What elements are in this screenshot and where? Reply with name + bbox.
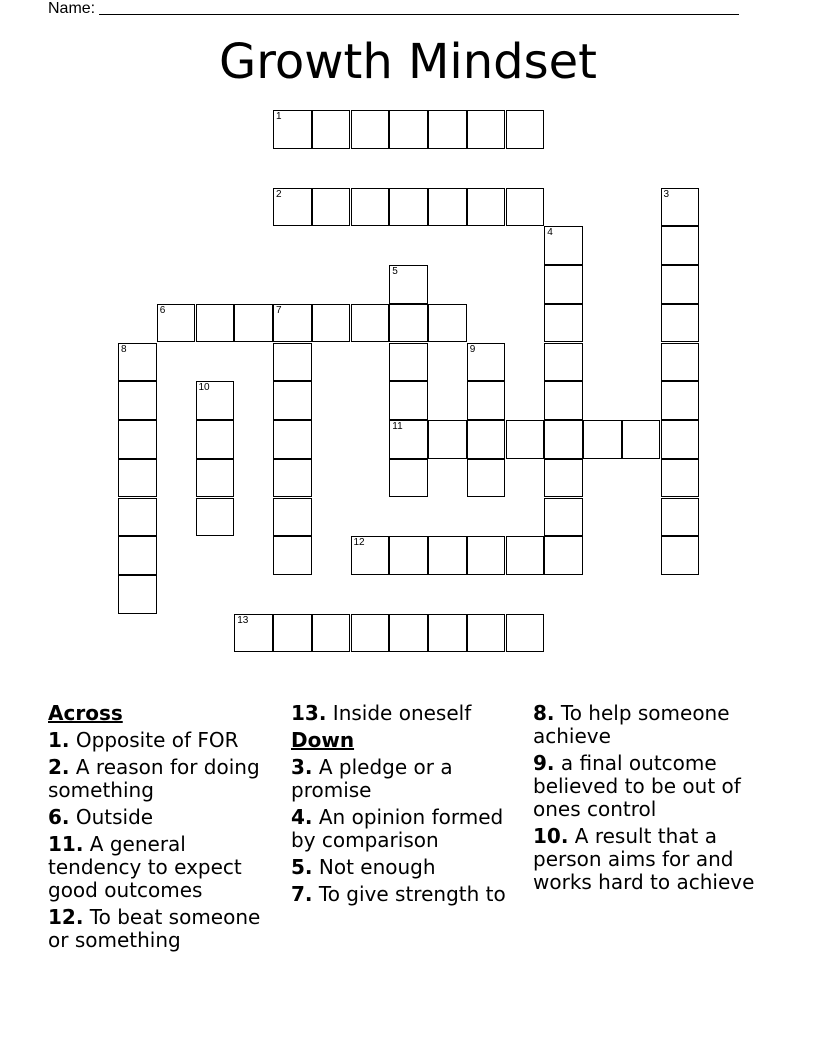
grid-cell[interactable]: [467, 459, 506, 498]
grid-cell[interactable]: [389, 420, 428, 459]
grid-cell[interactable]: [312, 110, 351, 149]
across-heading: Across: [48, 701, 123, 725]
grid-cell[interactable]: [118, 420, 157, 459]
grid-cell[interactable]: [622, 420, 661, 459]
clue-across-12: 12. To beat someone or something: [48, 905, 261, 952]
grid-cell[interactable]: [312, 188, 351, 227]
grid-cell[interactable]: [428, 614, 467, 653]
down-heading: Down: [291, 728, 355, 752]
grid-cell[interactable]: [661, 420, 700, 459]
clue-down-3: 3. A pledge or a promise: [291, 755, 453, 802]
grid-cell[interactable]: [428, 304, 467, 343]
clue-across-6: 6. Outside: [48, 805, 154, 829]
grid-cell[interactable]: [428, 110, 467, 149]
grid-cell[interactable]: [389, 304, 428, 343]
grid-cell[interactable]: [273, 110, 312, 149]
grid-cell[interactable]: [196, 420, 235, 459]
grid-cell[interactable]: [118, 459, 157, 498]
grid-cell[interactable]: [118, 498, 157, 537]
clue-down-5: 5. Not enough: [291, 855, 436, 879]
clue-number-label: 7: [276, 304, 282, 316]
clue-number-label: 8: [121, 343, 127, 355]
grid-cell[interactable]: [389, 110, 428, 149]
grid-cell[interactable]: [544, 343, 583, 382]
grid-cell[interactable]: [389, 343, 428, 382]
grid-cell[interactable]: [583, 420, 622, 459]
grid-cell[interactable]: [661, 226, 700, 265]
grid-cell[interactable]: [467, 381, 506, 420]
grid-cell[interactable]: [273, 498, 312, 537]
clues-section: [48, 702, 788, 1042]
grid-cell[interactable]: [389, 614, 428, 653]
grid-cell[interactable]: [544, 536, 583, 575]
clue-down-10: 10. A result that a person aims for and works hard to achieve: [533, 824, 755, 894]
grid-cell[interactable]: [544, 304, 583, 343]
grid-cell[interactable]: [273, 420, 312, 459]
grid-cell[interactable]: [544, 420, 583, 459]
clue-number-label: 3: [663, 188, 670, 200]
grid-cell[interactable]: [118, 343, 157, 382]
clue-across-2: 2. A reason for doing something: [48, 755, 260, 802]
grid-cell[interactable]: [506, 420, 545, 459]
clue-number-label: 13: [237, 614, 249, 626]
grid-cell[interactable]: [544, 498, 583, 537]
grid-cell[interactable]: [661, 459, 700, 498]
grid-cell[interactable]: [118, 536, 157, 575]
grid-cell[interactable]: [661, 343, 700, 382]
grid-cell[interactable]: [196, 381, 235, 420]
grid-cell[interactable]: [661, 188, 700, 227]
clues-column-3: [533, 702, 769, 898]
grid-cell[interactable]: [428, 536, 467, 575]
grid-cell[interactable]: [661, 498, 700, 537]
grid-cell[interactable]: [351, 110, 390, 149]
grid-cell[interactable]: [389, 381, 428, 420]
grid-cell[interactable]: [389, 188, 428, 227]
clue-number-label: 11: [392, 421, 403, 432]
puzzle-title: Growth Mindset: [219, 34, 597, 90]
clue-number-label: 10: [198, 382, 210, 394]
clue-number-label: 6: [159, 304, 166, 316]
clue-number-label: 1: [276, 111, 282, 122]
grid-cell[interactable]: [389, 459, 428, 498]
grid-cell[interactable]: [661, 381, 700, 420]
name-label: Name:: [48, 0, 96, 17]
clue-number-label: 12: [353, 537, 365, 549]
clue-across-1: 1. Opposite of FOR: [48, 728, 239, 752]
grid-cell[interactable]: [506, 614, 545, 653]
grid-cell[interactable]: [544, 381, 583, 420]
grid-cell[interactable]: [389, 265, 428, 304]
clue-number-label: 9: [469, 343, 476, 355]
grid-cell[interactable]: [467, 343, 506, 382]
grid-cell[interactable]: [196, 304, 235, 343]
clues-column-1: [48, 702, 284, 956]
clue-down-4: 4. An opinion formed by comparison: [291, 805, 504, 852]
grid-cell[interactable]: [234, 304, 273, 343]
clue-number-label: 4: [547, 227, 553, 239]
clue-down-7: 7. To give strength to: [291, 882, 506, 906]
grid-cell[interactable]: [351, 536, 390, 575]
grid-cell[interactable]: [544, 459, 583, 498]
grid-cell[interactable]: [661, 536, 700, 575]
clue-down-9: 9. a final outcome believed to be out of ones control: [533, 751, 741, 821]
grid-cell[interactable]: [467, 536, 506, 575]
grid-cell[interactable]: [157, 304, 196, 343]
grid-cell[interactable]: [196, 459, 235, 498]
grid-cell[interactable]: [428, 188, 467, 227]
grid-cell[interactable]: [273, 343, 312, 382]
grid-cell[interactable]: [506, 188, 545, 227]
grid-cell[interactable]: [196, 498, 235, 537]
grid-cell[interactable]: [273, 304, 312, 343]
grid-cell[interactable]: [273, 536, 312, 575]
grid-cell[interactable]: [273, 381, 312, 420]
grid-cell[interactable]: [273, 614, 312, 653]
clue-number-label: 2: [276, 188, 282, 200]
grid-cell[interactable]: [273, 459, 312, 498]
grid-cell[interactable]: [234, 614, 273, 653]
grid-cell[interactable]: [506, 110, 545, 149]
clue-across-13: 13. Inside oneself: [291, 701, 472, 725]
grid-cell[interactable]: [389, 536, 428, 575]
grid-cell[interactable]: [312, 614, 351, 653]
clue-number-label: 5: [392, 266, 398, 277]
grid-cell[interactable]: [467, 614, 506, 653]
clues-column-2: [291, 702, 527, 910]
grid-cell[interactable]: [351, 304, 390, 343]
grid-cell[interactable]: [428, 420, 467, 459]
grid-cell[interactable]: [312, 304, 351, 343]
grid-cell[interactable]: [661, 265, 700, 304]
clue-down-8: 8. To help someone achieve: [533, 701, 730, 748]
grid-cell[interactable]: [467, 188, 506, 227]
grid-cell[interactable]: [467, 420, 506, 459]
grid-cell[interactable]: [544, 226, 583, 265]
grid-cell[interactable]: [118, 381, 157, 420]
grid-cell[interactable]: [351, 614, 390, 653]
grid-cell[interactable]: [544, 265, 583, 304]
grid-cell[interactable]: [661, 304, 700, 343]
grid-cell[interactable]: [351, 188, 390, 227]
clue-across-11: 11. A general tendency to expect good outcomes: [48, 832, 242, 902]
grid-cell[interactable]: [118, 575, 157, 614]
grid-cell[interactable]: [273, 188, 312, 227]
grid-cell[interactable]: [467, 110, 506, 149]
grid-cell[interactable]: [506, 536, 545, 575]
